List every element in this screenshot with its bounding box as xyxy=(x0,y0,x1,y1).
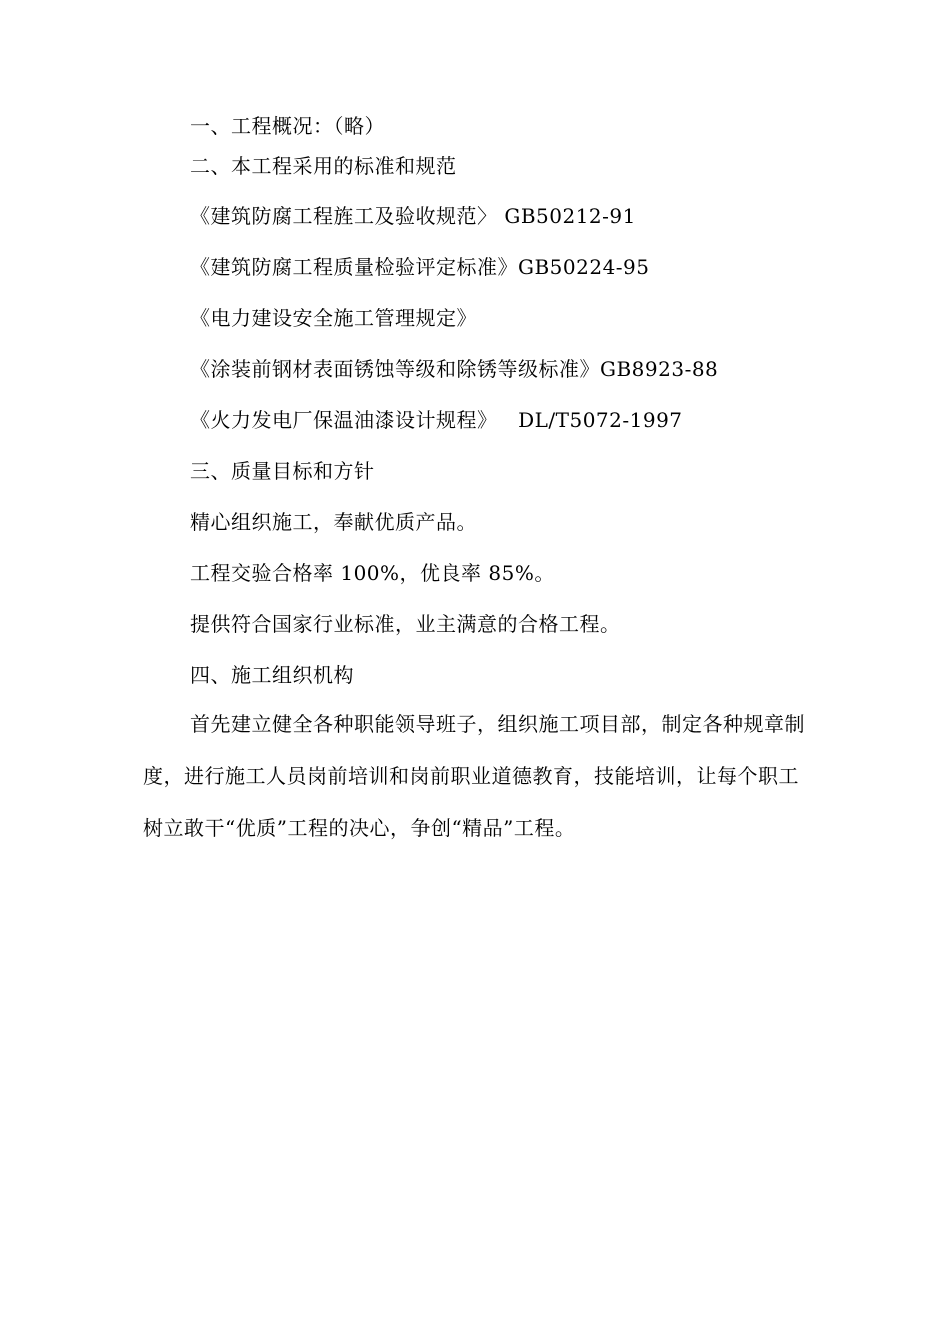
section-heading-overview: 一、工程概况：（略） xyxy=(190,114,385,138)
organization-paragraph: 首先建立健全各种职能领导班子，组织施工项目部，制定各种规章制度，进行施工人员岗前培训和岗前职业道德教育，技能培训，让每个职工树立敢干“优质”工程的决心，争创“精品”工程。 xyxy=(143,712,805,840)
section-heading-quality: 三、质量目标和方针 xyxy=(190,459,375,483)
standard-item: 《涂装前钢材表面锈蚀等级和除锈等级标准》GB8923-88 xyxy=(190,357,719,381)
goal-item: 工程交验合格率 100%，优良率 85%。 xyxy=(190,561,555,585)
standard-item: 《建筑防腐工程质量检验评定标准》GB50224-95 xyxy=(190,255,650,279)
standard-item: 《电力建设安全施工管理规定》 xyxy=(190,306,477,330)
section-heading-organization: 四、施工组织机构 xyxy=(190,663,354,687)
section-heading-standards: 二、本工程采用的标准和规范 xyxy=(190,154,457,178)
goal-item: 提供符合国家行业标准，业主满意的合格工程。 xyxy=(190,612,621,636)
goal-item: 精心组织施工，奉献优质产品。 xyxy=(190,510,477,534)
standard-item: 《建筑防腐工程旌工及验收规范〉 GB50212-91 xyxy=(190,204,636,228)
standard-item: 《火力发电厂保温油漆设计规程》 DL/T5072-1997 xyxy=(190,408,683,432)
